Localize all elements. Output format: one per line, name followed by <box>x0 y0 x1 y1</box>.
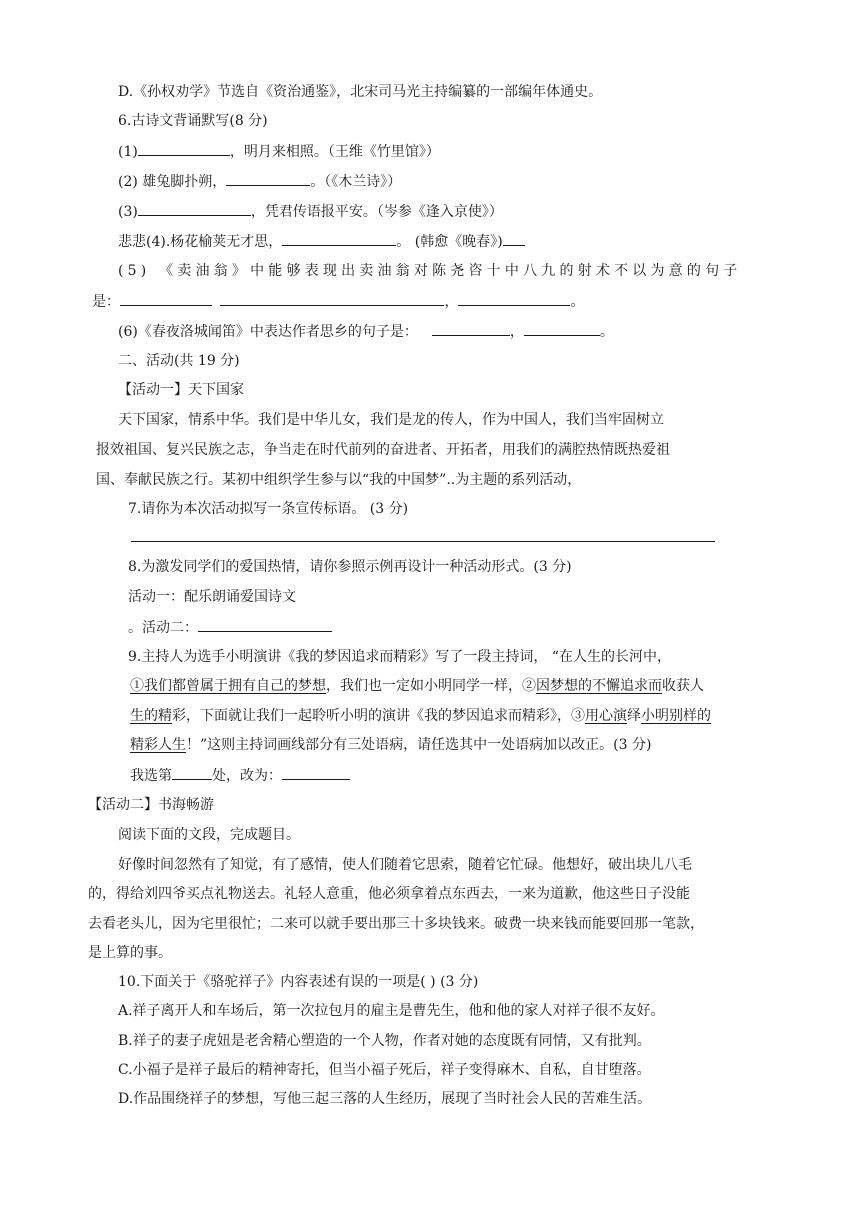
passage-line-3: 去看老头儿，因为宅里很忙；二来可以就手要出那三十多块钱来。破费一块来钱而能要回那一笔款， <box>88 916 704 932</box>
activity-2-title: 【活动二】书海畅游 <box>88 797 214 813</box>
q6-line-6 <box>118 321 614 342</box>
q6-3-prefix: (3) <box>118 204 138 220</box>
activity-1-paragraph-2: 报效祖国、复兴民族之志，争当走在时代前列的奋进者、开拓者，用我们的满腔热情既热爱祖 <box>96 442 670 458</box>
q6-5-comma: ， <box>444 294 459 310</box>
answer-blank[interactable] <box>220 291 444 306</box>
q9-text: 绎 <box>627 708 641 724</box>
answer-blank[interactable] <box>282 765 350 780</box>
question-9-line-4 <box>130 735 651 755</box>
q6-6-comma: ， <box>509 324 524 340</box>
q6-1-prefix: (1) <box>118 144 138 160</box>
q6-2-prefix: (2) 雄兔脚扑朔， <box>118 174 227 190</box>
question-9-line-1: 9.主持人为选手小明演讲《我的梦因追求而精彩》写了一段主持词， “在人生的长河中， <box>128 649 671 665</box>
answer-blank[interactable] <box>226 171 310 186</box>
q8-example-2 <box>128 617 332 638</box>
q6-5-prefix: 是： <box>92 294 120 310</box>
question-8: 8.为激发同学们的爱国热情，请你参照示例再设计一种活动形式。(3 分) <box>128 559 572 575</box>
option-a[interactable]: A.祥子离开人和车场后，第一次拉包月的雇主是曹先生，他和他的家人对祥子很不友好。 <box>118 1003 665 1019</box>
q6-3-text: ，凭君传语报平安。（岑参《逢入京使》） <box>250 204 503 220</box>
q6-2-text: 。（《木兰诗》） <box>310 174 402 190</box>
answer-blank[interactable] <box>138 201 251 216</box>
answer-line[interactable] <box>131 541 715 542</box>
q6-1-text: ，明月来相照。（王维《竹里馆》） <box>229 144 440 160</box>
q9-text: ！”这则主持词画线部分有三处语病，请任选其中一处语病加以改正。(3 分) <box>186 737 652 753</box>
section-2-title: 二、活动(共 19 分) <box>118 353 240 369</box>
underlined-phrase: 精彩人生 <box>130 737 186 753</box>
answer-blank[interactable] <box>198 617 332 632</box>
reading-instruction: 阅读下面的文段，完成题目。 <box>118 827 300 843</box>
question-6-title: 6.古诗文背诵默写(8 分) <box>118 113 268 129</box>
q9-answer-label: 我选第 <box>130 768 172 784</box>
q6-line-4 <box>118 231 525 252</box>
q6-line-3 <box>118 201 503 222</box>
question-9-line-2 <box>130 676 704 696</box>
q6-line-1 <box>118 141 440 162</box>
option-c[interactable]: C.小福子是祥子最后的精神寄托，但当小福子死后，祥子变得麻木、自私，自甘堕落。 <box>118 1062 651 1078</box>
q6-line-5a: (5) 《卖油翁》中能够表现出卖油翁对陈尧咨十中八九的射术不以为意的句子 <box>118 263 742 279</box>
underlined-phrase: ①我们都曾属于拥有自己的梦想 <box>130 678 326 694</box>
option-d: D.《孙权劝学》节选自《资治通鉴》，北宋司马光主持编纂的一部编年体通史。 <box>118 84 603 100</box>
underlined-phrase: 用心演 <box>585 708 627 724</box>
answer-blank[interactable] <box>458 291 570 306</box>
answer-blank[interactable] <box>282 231 396 246</box>
activity-1-paragraph-3: 国、奉献民族之行。某初中组织学生参与以“我的中国梦”..为主题的系列活动， <box>96 472 582 488</box>
passage-line-4: 是上算的事。 <box>88 945 172 961</box>
answer-blank[interactable] <box>524 321 600 336</box>
underlined-phrase: 生的精 <box>130 708 172 724</box>
q8-example-2-label: 。活动二： <box>128 620 198 636</box>
q8-example-1: 活动一：配乐朗诵爱国诗文 <box>128 589 296 605</box>
q9-answer-label-2: 处，改为： <box>212 768 282 784</box>
q6-line-2 <box>118 171 401 192</box>
option-d-q10[interactable]: D.作品围绕祥子的梦想，写他三起三落的人生经历，展现了当时社会人民的苦难生活。 <box>118 1091 652 1107</box>
q9-text: 彩，下面就让我们一起聆听小明的演讲《我的梦因追求而精彩》，③ <box>172 708 585 724</box>
underlined-phrase: 小明别样的 <box>641 708 711 724</box>
passage-line-2: 的，得给刘四爷买点礼物送去。礼轻人意重，他必须拿着点东西去，一来为道歉，他这些日子没能 <box>88 886 690 902</box>
underlined-phrase: 因梦想的不懈追求而 <box>536 678 662 694</box>
question-10: 10.下面关于《骆驼祥子》内容表述有误的一项是( ) (3 分) <box>118 974 479 990</box>
answer-blank[interactable] <box>138 141 230 156</box>
answer-blank[interactable] <box>172 765 212 780</box>
q6-6-end: 。 <box>599 324 614 340</box>
q6-4-text: 。 (韩愈《晚春》) <box>396 234 503 250</box>
q6-6-text: (6)《春夜洛城闻笛》中表达作者思乡的句子是： <box>118 324 418 340</box>
question-9-line-3 <box>130 706 711 726</box>
activity-1-paragraph-1: 天下国家，情系中华。我们是中华儿女，我们是龙的传人，作为中国人，我们当牢固树立 <box>118 412 664 428</box>
answer-blank[interactable] <box>432 321 510 336</box>
answer-blank[interactable] <box>120 291 212 306</box>
q9-text: ，我们也一定如小明同学一样，② <box>326 678 536 694</box>
q6-4-prefix: 悲悲(4).杨花榆荚无才思， <box>118 234 283 250</box>
option-b[interactable]: B.祥子的妻子虎妞是老舍精心塑造的一个人物，作者对她的态度既有同情，又有批判。 <box>118 1033 651 1049</box>
question-7: 7.请你为本次活动拟写一条宣传标语。 (3 分) <box>128 501 409 517</box>
answer-blank[interactable] <box>503 231 525 246</box>
q6-5-end: 。 <box>570 294 585 310</box>
activity-1-title: 【活动一】天下国家 <box>118 382 244 398</box>
q9-text: 收获人 <box>662 678 704 694</box>
passage-line-1: 好像时间忽然有了知觉，有了感情，使人们随着它思索，随着它忙碌。他想好，破出块儿八毛 <box>118 857 692 873</box>
q6-line-5b <box>92 291 584 312</box>
question-9-answer <box>130 765 350 786</box>
